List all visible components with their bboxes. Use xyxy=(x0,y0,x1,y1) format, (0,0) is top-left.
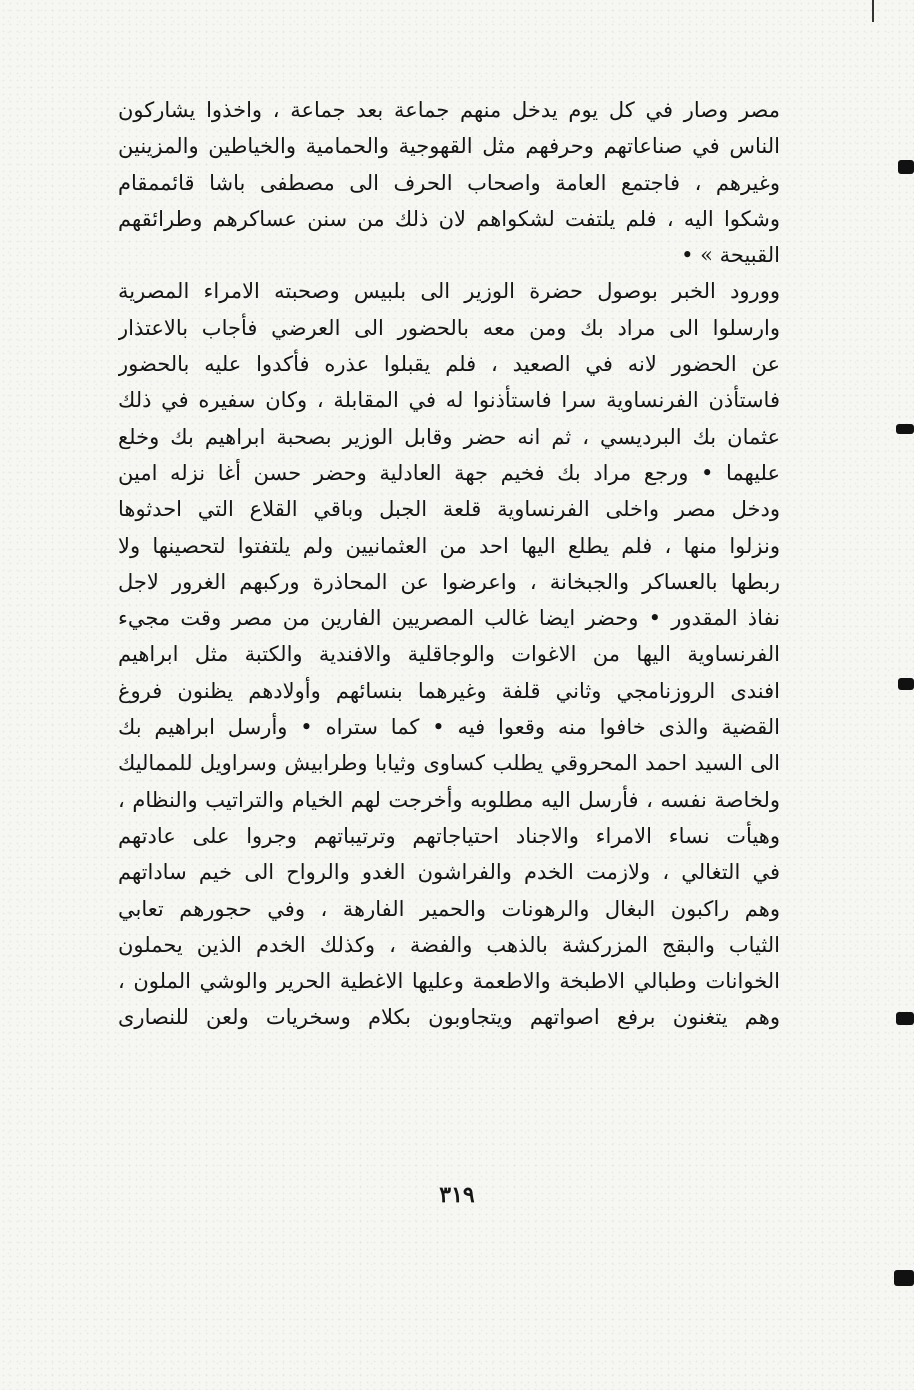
scan-edge-mark xyxy=(872,0,874,22)
text-line: وهم راكبون البغال والرهونات والحمير الفارهة ، وفي حجورهم تعابي xyxy=(118,896,780,921)
binding-hole-mark xyxy=(894,1270,914,1286)
text-line: وورود الخبر بوصول حضرة الوزير الى بلبيس وصحبته الامراء المصرية xyxy=(118,279,780,304)
text-line: الناس في صناعاتهم وحرفهم مثل القهوجية والحمامية والخياطين والمزينين xyxy=(118,134,780,159)
text-line: عن الحضور لانه في الصعيد ، فلم يقبلوا عذره فأكدوا عليه بالحضور xyxy=(118,352,780,377)
text-line: ونزلوا منها ، فلم يطلع اليها احد من العثمانيين ولم يلتفتوا لتحصينها ولا xyxy=(118,533,780,558)
text-line: وشكوا اليه ، فلم يلتفت لشكواهم لان ذلك من سنن عساكرهم وطرائقهم xyxy=(118,206,780,231)
text-line: الثياب والبقج المزركشة بالذهب والفضة ، وكذلك الخدم الذين يحملون xyxy=(118,932,780,957)
text-line: عليهما • ورجع مراد بك فخيم جهة العادلية وحضر حسن أغا نزله امين xyxy=(118,460,780,485)
text-line: نفاذ المقدور • وحضر ايضا غالب المصريين الفارين من مصر وقت مجيء xyxy=(118,606,780,631)
text-line: الفرنساوية اليها من الاغوات والوجاقلية والافندية والكتبة مثل ابراهيم xyxy=(118,642,780,667)
text-line: الى السيد احمد المحروقي يطلب كساوى وثيابا وطرابيش وسراويل للمماليك xyxy=(118,751,780,776)
paragraph-end-line: القبيحة » • xyxy=(681,243,780,268)
page-number: ٣١٩ xyxy=(439,1182,475,1208)
text-line: القضية والذى خافوا منه وقعوا فيه • كما ستراه • وأرسل ابراهيم بك xyxy=(118,715,780,740)
text-line: افندى الروزنامجي وثاني قلفة وغيرهما بنسائهم وأولادهم يظنون فروغ xyxy=(118,678,780,703)
text-line: وهم يتغنون برفع اصواتهم ويتجاوبون بكلام وسخريات ولعن للنصارى xyxy=(118,1005,780,1030)
text-line: مصر وصار في كل يوم يدخل منهم جماعة بعد جماعة ، واخذوا يشاركون xyxy=(118,98,780,122)
text-line: في التغالي ، ولازمت الخدم والفراشون الغدو والرواح الى خيم ساداتهم xyxy=(118,860,780,885)
text-line: ربطها بالعساكر والجبخانة ، واعرضوا عن المحاذرة وركبهم الغرور لاجل xyxy=(118,569,780,594)
text-line: وارسلوا الى مراد بك ومن معه بالحضور الى العرضي فأجاب بالاعتذار xyxy=(118,315,780,340)
text-line: وغيرهم ، فاجتمع العامة واصحاب الحرف الى مصطفى باشا قائممقام xyxy=(118,170,780,195)
binding-hole-mark xyxy=(898,160,914,174)
text-line: الخوانات وطبالي الاطبخة والاطعمة وعليها الاغطية الحرير والوشي الملون ، xyxy=(118,969,780,994)
text-line: ولخاصة نفسه ، فأرسل اليه مطلوبه وأخرجت لهم الخيام والتراتيب والنظام ، xyxy=(118,787,780,812)
body-text xyxy=(118,92,780,1036)
binding-hole-mark xyxy=(896,1012,914,1025)
text-line: ودخل مصر واخلى الفرنساوية قلعة الجبل وباقي القلاع التي احدثوها xyxy=(118,497,780,522)
text-line: وهيأت نساء الامراء والاجناد احتياجاتهم وترتيباتهم وجروا على عادتهم xyxy=(118,823,780,848)
text-line: فاستأذن الفرنساوية سرا فاستأذنوا له في المقابلة ، وكان سفيره في ذلك xyxy=(118,388,780,413)
binding-hole-mark xyxy=(896,424,914,434)
text-line: عثمان بك البرديسي ، ثم انه حضر وقابل الوزير بصحبة ابراهيم بك وخلع xyxy=(118,424,780,449)
binding-hole-mark xyxy=(898,678,914,690)
